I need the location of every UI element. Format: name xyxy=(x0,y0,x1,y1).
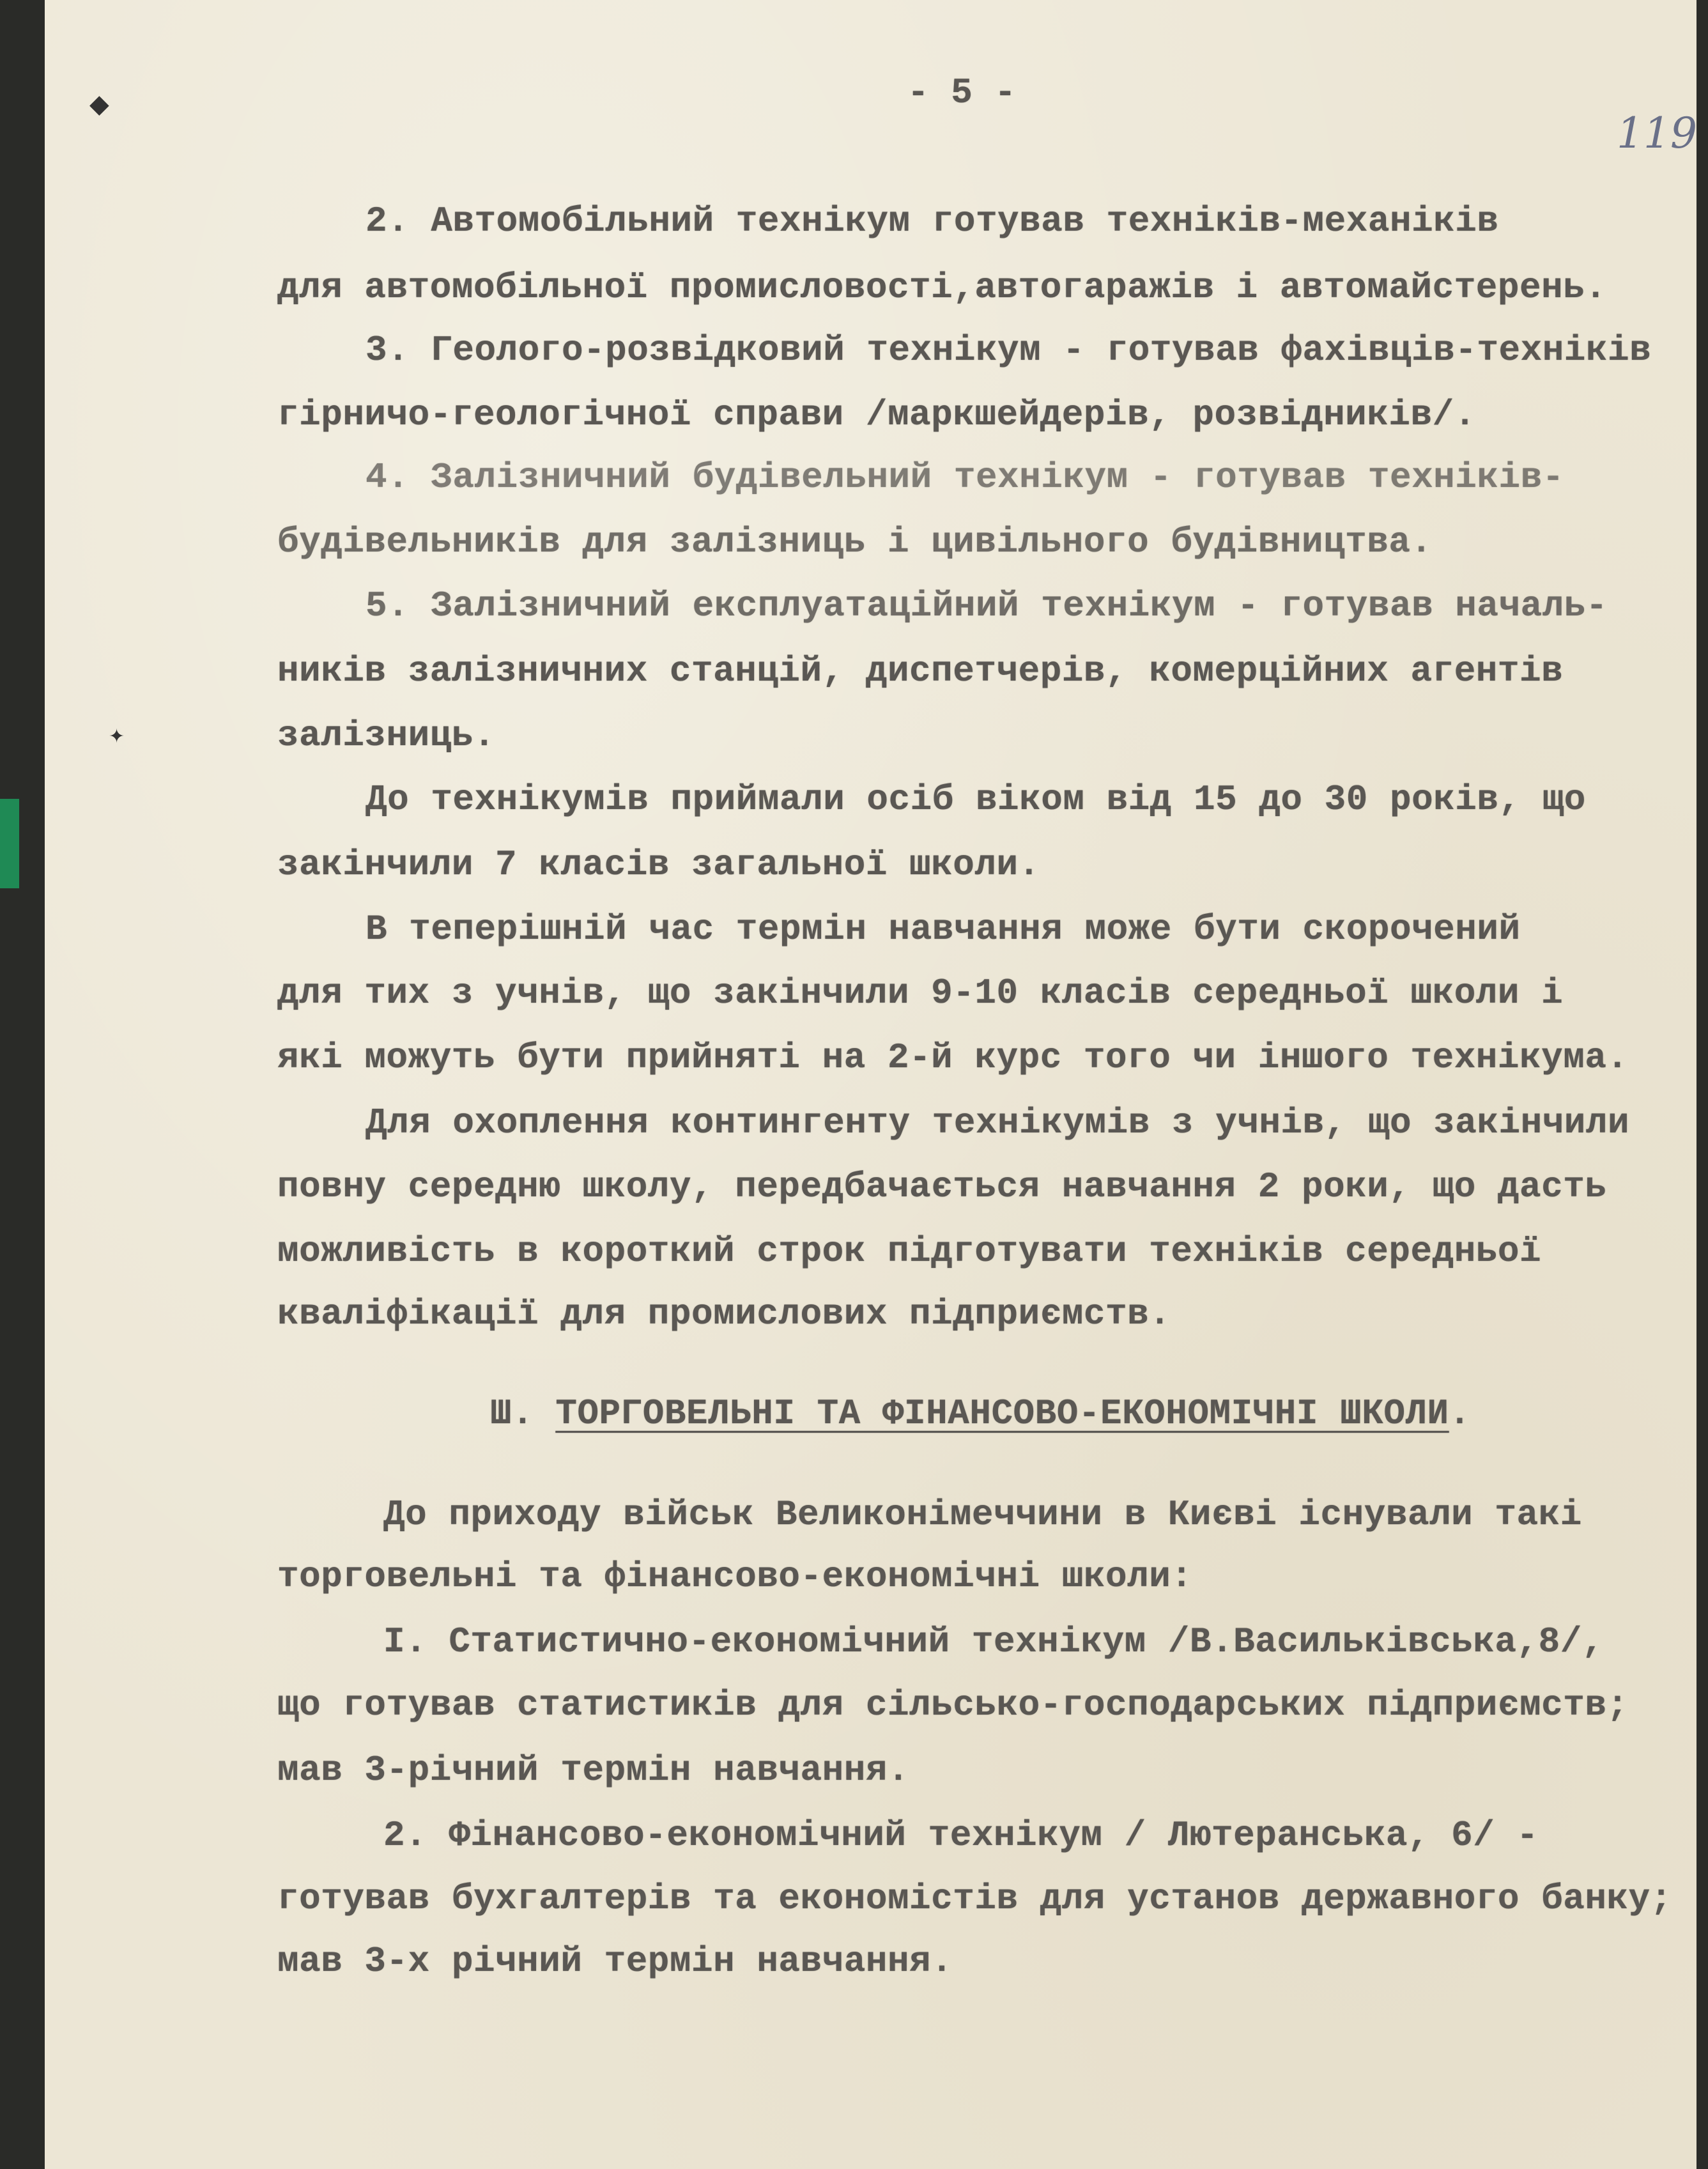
text-line: I. Статистично-економічний технікум /В.Васильківська,8/, xyxy=(383,1621,1604,1662)
text-line: ників залізничних станцій, диспетчерів, комерційних агентів xyxy=(277,651,1564,691)
text-line: для тих з учнів, що закінчили 9-10 класів середньої школи і xyxy=(277,973,1564,1014)
text-line: 4. Залізничний будівельний технікум - готував техніків- xyxy=(365,457,1564,498)
text-line: Для охоплення контингенту технікумів з учнів, що закінчили xyxy=(365,1102,1630,1143)
text-line: 5. Залізничний експлуатаційний технікум - готував началь- xyxy=(365,585,1608,626)
section-title: ТОРГОВЕЛЬНІ ТА ФІНАНСОВО-ЕКОНОМІЧНІ ШКОЛИ xyxy=(555,1393,1449,1434)
text-line: В теперішній час термін навчання може бути скорочений xyxy=(365,909,1521,950)
text-line: повну середню школу, передбачається навчання 2 роки, що дасть xyxy=(277,1166,1607,1207)
text-line: гірничо-геологічної справи /маркшейдерів, розвідників/. xyxy=(277,394,1476,435)
document-page xyxy=(45,0,1696,2169)
text-line: будівельників для залізниць і цивільного будівництва. xyxy=(277,521,1433,562)
punch-mark: ◆ xyxy=(89,89,109,119)
text-line: мав 3-річний термін навчання. xyxy=(277,1750,910,1791)
text-line: кваліфікації для промислових підприємств. xyxy=(277,1293,1171,1334)
text-line: залізниць. xyxy=(277,715,496,756)
text-line: 2. Фінансово-економічний технікум / Лютеранська, 6/ - xyxy=(383,1815,1539,1856)
page-number: - 5 - xyxy=(907,72,1017,113)
text-line: які можуть бути прийняті на 2-й курс того чи іншого технікума. xyxy=(277,1037,1629,1078)
text-line: До приходу військ Великонімеччини в Києві існували такі xyxy=(383,1494,1582,1535)
punch-mark: ✦ xyxy=(109,725,125,748)
text-line: торговельні та фінансово-економічні школи: xyxy=(277,1556,1193,1597)
text-line: 3. Геолого-розвідковий технікум - готував фахівців-техніків xyxy=(365,330,1652,371)
text-line: До технікумів приймали осіб віком від 15 до 30 років, що xyxy=(365,779,1586,820)
handwritten-folio-number: 119 xyxy=(1617,109,1697,158)
text-line: мав 3-х річний термін навчання. xyxy=(277,1941,953,1982)
text-line: що готував статистиків для сільсько-господарських підприємств; xyxy=(277,1685,1629,1725)
text-line: для автомобільної промисловості,автогаражів і автомайстерень. xyxy=(277,267,1607,308)
text-line: можливість в короткий строк підготувати техніків середньої xyxy=(277,1231,1542,1272)
text-line: готував бухгалтерів та економістів для установ державного банку; xyxy=(277,1878,1672,1919)
section-number: Ш. xyxy=(490,1393,534,1434)
green-binder-tab xyxy=(0,799,19,888)
text-line: 2. Автомобільний технікум готував техніків-механіків xyxy=(365,201,1499,242)
text-line: закінчили 7 класів загальної школи. xyxy=(277,844,1040,885)
section-heading-period: . xyxy=(1449,1393,1471,1434)
section-heading xyxy=(490,1391,1471,1436)
